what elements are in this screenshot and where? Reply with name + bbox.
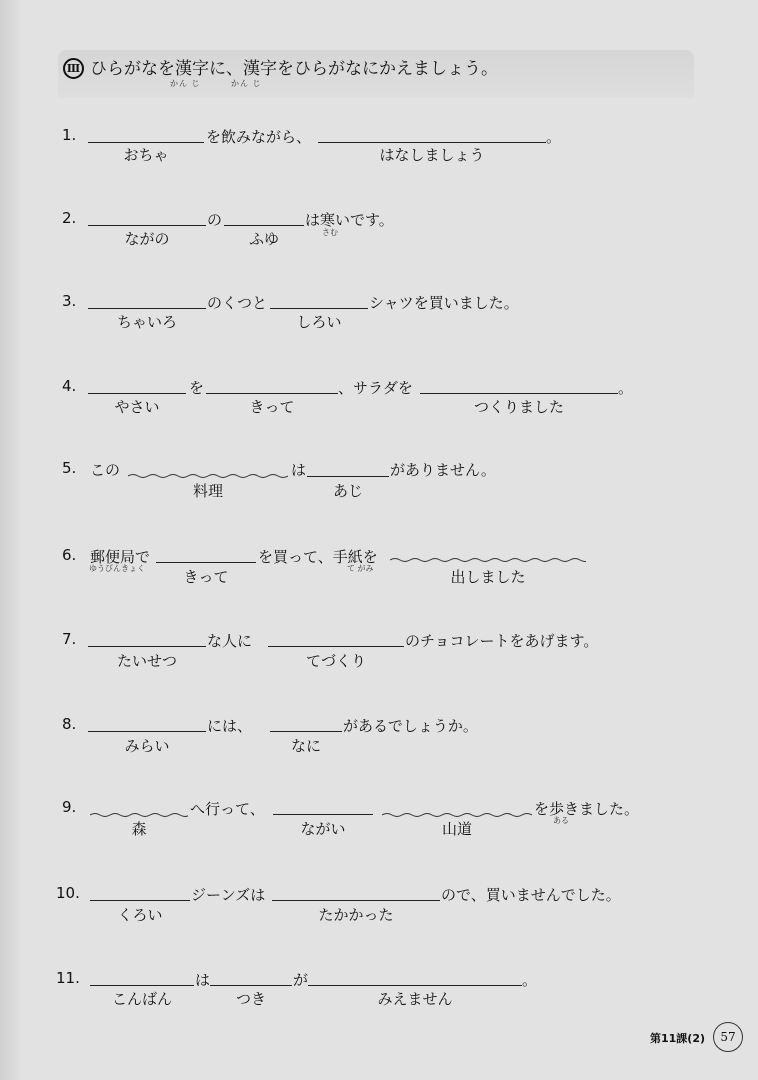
answer-blank[interactable] bbox=[268, 646, 404, 647]
answer-blank[interactable] bbox=[88, 225, 206, 226]
sentence-text: へ行って、 bbox=[190, 800, 265, 818]
prompt-word: つくりました bbox=[473, 398, 564, 416]
item-number: 9. bbox=[62, 798, 77, 816]
prompt-word: ちゃいろ bbox=[116, 313, 177, 331]
prompt-word: 料理 bbox=[192, 482, 223, 500]
answer-blank[interactable] bbox=[88, 308, 206, 309]
prompt-word: 山道 bbox=[441, 820, 472, 838]
answer-blank[interactable] bbox=[224, 225, 304, 226]
sentence-text: この bbox=[90, 461, 121, 479]
page-spine-shadow bbox=[0, 0, 22, 1080]
sentence-text: ジーンズは bbox=[191, 886, 266, 904]
sentence-text: 、サラダを bbox=[338, 379, 413, 397]
prompt-word: つき bbox=[235, 990, 266, 1008]
item-number: 6. bbox=[62, 546, 77, 564]
item-number: 2. bbox=[62, 209, 77, 227]
furigana: て がみ bbox=[347, 564, 374, 573]
answer-blank[interactable] bbox=[273, 814, 373, 815]
item-number: 4. bbox=[62, 377, 77, 395]
item-number: 5. bbox=[62, 459, 77, 477]
sentence-text: のチョコレートをあげます。 bbox=[405, 632, 599, 650]
lesson-label: 第11課(2) bbox=[650, 1032, 706, 1045]
sentence-text: がありません。 bbox=[390, 461, 496, 479]
prompt-word: しろい bbox=[296, 313, 342, 331]
wavy-underline[interactable] bbox=[128, 473, 288, 479]
instruction-furigana-1: かん じ bbox=[170, 79, 201, 88]
furigana: ある bbox=[553, 816, 569, 825]
prompt-word: おちゃ bbox=[123, 146, 169, 164]
page-number: 57 bbox=[713, 1022, 743, 1052]
prompt-word: きって bbox=[249, 398, 295, 416]
prompt-word: 出しました bbox=[450, 568, 526, 586]
answer-blank[interactable] bbox=[90, 985, 194, 986]
prompt-word: やさい bbox=[114, 398, 160, 416]
prompt-word: たかかった bbox=[318, 906, 394, 924]
item-number: 1. bbox=[62, 126, 77, 144]
prompt-word: くろい bbox=[117, 906, 163, 924]
sentence-text: 。 bbox=[618, 379, 634, 397]
prompt-word: あじ bbox=[332, 482, 363, 500]
sentence-text: が bbox=[293, 971, 309, 989]
answer-blank[interactable] bbox=[210, 985, 292, 986]
section-instruction: ひらがなを漢字に、漢字をひらがなにかえましょう。 bbox=[90, 59, 498, 79]
answer-blank[interactable] bbox=[156, 562, 256, 563]
answer-blank[interactable] bbox=[88, 731, 206, 732]
prompt-word: ながの bbox=[124, 230, 170, 248]
prompt-word: はなしましょう bbox=[379, 146, 485, 164]
sentence-text: を bbox=[189, 379, 205, 397]
sentence-text: には、 bbox=[207, 717, 253, 735]
answer-blank[interactable] bbox=[88, 142, 204, 143]
answer-blank[interactable] bbox=[318, 142, 546, 143]
prompt-word: ふゆ bbox=[248, 230, 279, 248]
item-number: 10. bbox=[56, 884, 80, 902]
sentence-text: シャツを買いました。 bbox=[369, 294, 519, 312]
answer-blank[interactable] bbox=[270, 308, 368, 309]
prompt-word: きって bbox=[183, 568, 229, 586]
sentence-text: の bbox=[207, 211, 223, 229]
answer-blank[interactable] bbox=[206, 393, 338, 394]
prompt-word: なに bbox=[290, 737, 321, 755]
sentence-text: 。 bbox=[546, 128, 562, 146]
sentence-text: な人に bbox=[207, 632, 253, 650]
prompt-word: てづくり bbox=[305, 652, 366, 670]
item-number: 3. bbox=[62, 292, 77, 310]
answer-blank[interactable] bbox=[270, 731, 342, 732]
answer-blank[interactable] bbox=[308, 985, 522, 986]
prompt-word: こんばん bbox=[111, 990, 172, 1008]
sentence-text: 。 bbox=[522, 971, 538, 989]
item-number: 11. bbox=[56, 969, 80, 987]
sentence-text: 郵便局で bbox=[90, 548, 151, 566]
item-number: 8. bbox=[62, 715, 77, 733]
sentence-text: があるでしょうか。 bbox=[343, 717, 478, 735]
sentence-text: のくつと bbox=[207, 294, 268, 312]
sentence-text: は寒いです。 bbox=[305, 211, 394, 229]
prompt-word: ながい bbox=[300, 820, 346, 838]
sentence-text: は bbox=[291, 461, 307, 479]
answer-blank[interactable] bbox=[90, 900, 190, 901]
wavy-underline[interactable] bbox=[390, 557, 586, 563]
answer-blank[interactable] bbox=[420, 393, 618, 394]
answer-blank[interactable] bbox=[88, 646, 206, 647]
furigana: ゆうびんきょく bbox=[89, 564, 145, 573]
sentence-text: は bbox=[195, 971, 211, 989]
instruction-furigana-2: かん じ bbox=[231, 79, 262, 88]
answer-blank[interactable] bbox=[272, 900, 440, 901]
sentence-text: を歩きました。 bbox=[534, 800, 640, 818]
sentence-text: ので、買いませんでした。 bbox=[441, 886, 621, 904]
prompt-word: たいせつ bbox=[116, 652, 177, 670]
prompt-word: みらい bbox=[124, 737, 170, 755]
answer-blank[interactable] bbox=[88, 393, 186, 394]
prompt-word: みえません bbox=[377, 990, 453, 1008]
item-number: 7. bbox=[62, 630, 77, 648]
answer-blank[interactable] bbox=[307, 476, 389, 477]
sentence-text: を買って、手紙を bbox=[258, 548, 378, 566]
sentence-text: を飲みながら、 bbox=[206, 128, 312, 146]
section-number-badge: Ⅲ bbox=[63, 58, 84, 79]
prompt-word: 森 bbox=[131, 820, 147, 838]
furigana: さむ bbox=[322, 228, 338, 237]
